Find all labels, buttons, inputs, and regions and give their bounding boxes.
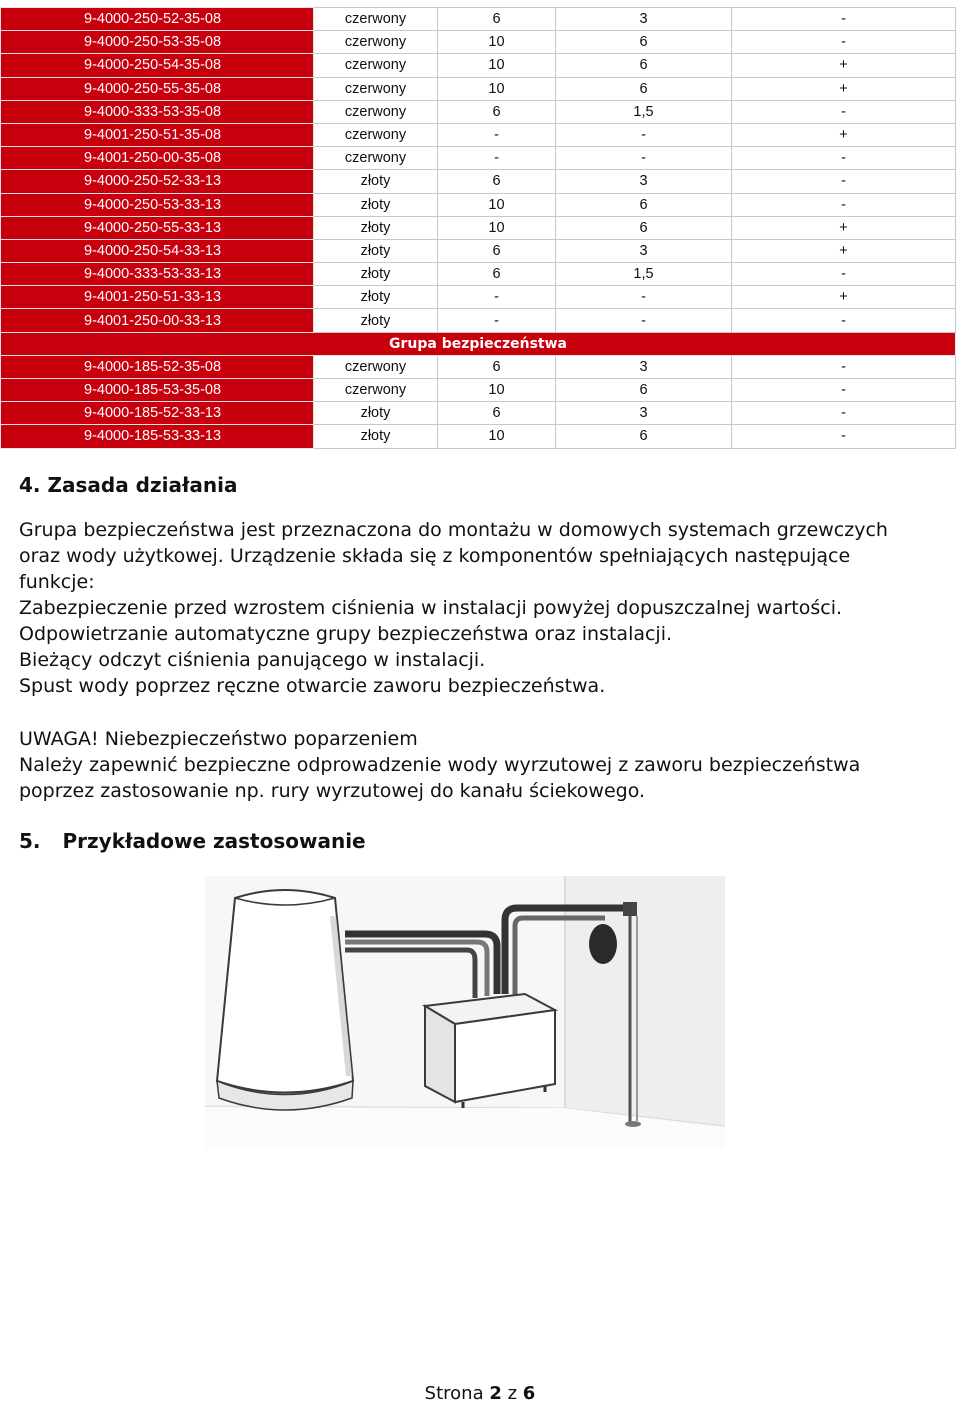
option-flag: + (732, 54, 956, 77)
table-row (1, 147, 956, 170)
value-a: 6 (438, 170, 556, 193)
product-code: 9-4000-250-52-33-13 (1, 170, 314, 193)
section-4-heading: 4. Zasada działania (19, 473, 238, 497)
warning-line-1: Należy zapewnić bezpieczne odprowadzenie wody wyrzutowej z zaworu bezpieczeństwa (19, 754, 861, 776)
color: złoty (314, 286, 438, 309)
function-item-3: Bieżący odczyt ciśnienia panującego w instalacji. (19, 649, 486, 671)
warning-line-2: poprzez zastosowanie np. rury wyrzutowej do kanału ściekowego. (19, 780, 646, 802)
option-flag: + (732, 123, 956, 146)
color: czerwony (314, 355, 438, 378)
value-b: - (556, 147, 732, 170)
footer-page: 2 (489, 1383, 502, 1404)
table-row (1, 77, 956, 100)
color: czerwony (314, 31, 438, 54)
installation-illustration (205, 876, 725, 1148)
color: czerwony (314, 123, 438, 146)
product-rows (1, 8, 956, 333)
option-flag: - (732, 263, 956, 286)
product-code: 9-4001-250-00-35-08 (1, 147, 314, 170)
value-b: - (556, 286, 732, 309)
product-code: 9-4000-250-53-35-08 (1, 31, 314, 54)
table-row (1, 402, 956, 425)
value-b: 3 (556, 170, 732, 193)
option-flag: - (732, 31, 956, 54)
section-4-para1-line2: oraz wody użytkowej. Urządzenie składa się z komponentów spełniających następujące (19, 545, 851, 567)
table-row (1, 100, 956, 123)
value-a: 10 (438, 54, 556, 77)
color: czerwony (314, 77, 438, 100)
product-code: 9-4001-250-00-33-13 (1, 309, 314, 332)
table-row (1, 193, 956, 216)
product-code: 9-4001-250-51-33-13 (1, 286, 314, 309)
product-code: 9-4000-250-54-35-08 (1, 54, 314, 77)
product-code: 9-4000-185-53-35-08 (1, 379, 314, 402)
value-b: 6 (556, 31, 732, 54)
value-b: 6 (556, 193, 732, 216)
table-row (1, 31, 956, 54)
value-a: - (438, 147, 556, 170)
value-a: 6 (438, 402, 556, 425)
color: złoty (314, 239, 438, 262)
function-item-2: Odpowietrzanie automatyczne grupy bezpieczeństwa oraz instalacji. (19, 623, 673, 645)
value-a: 10 (438, 77, 556, 100)
value-a: - (438, 123, 556, 146)
table-row (1, 8, 956, 31)
table-row (1, 309, 956, 332)
section-4-para1-line1: Grupa bezpieczeństwa jest przeznaczona do montażu w domowych systemach grzewczych (19, 519, 888, 541)
color: złoty (314, 402, 438, 425)
color: złoty (314, 309, 438, 332)
table-row (1, 54, 956, 77)
value-b: 3 (556, 239, 732, 262)
section-5-number: 5. (19, 829, 41, 853)
value-b: 1,5 (556, 100, 732, 123)
product-code: 9-4000-185-53-33-13 (1, 425, 314, 448)
table-row (1, 239, 956, 262)
color: złoty (314, 170, 438, 193)
color: złoty (314, 216, 438, 239)
color: złoty (314, 425, 438, 448)
value-b: 1,5 (556, 263, 732, 286)
product-code: 9-4000-250-54-33-13 (1, 239, 314, 262)
value-a: 10 (438, 193, 556, 216)
value-b: 6 (556, 77, 732, 100)
safety-group-rows (1, 355, 956, 448)
table-row (1, 123, 956, 146)
footer-of: z (507, 1383, 518, 1404)
footer-label: Strona (424, 1383, 484, 1404)
product-code: 9-4000-185-52-35-08 (1, 355, 314, 378)
value-a: 10 (438, 425, 556, 448)
group-header-row (1, 332, 956, 355)
value-b: 3 (556, 355, 732, 378)
value-a: 6 (438, 263, 556, 286)
color: czerwony (314, 54, 438, 77)
table-row (1, 355, 956, 378)
option-flag: + (732, 77, 956, 100)
color: czerwony (314, 8, 438, 31)
product-code: 9-4000-250-55-35-08 (1, 77, 314, 100)
value-a: 6 (438, 355, 556, 378)
table-row (1, 170, 956, 193)
value-b: - (556, 123, 732, 146)
value-a: 10 (438, 379, 556, 402)
table-row (1, 216, 956, 239)
option-flag: - (732, 309, 956, 332)
color: złoty (314, 263, 438, 286)
function-item-1: Zabezpieczenie przed wzrostem ciśnienia w instalacji powyżej dopuszczalnej wartości. (19, 597, 843, 619)
value-a: 6 (438, 100, 556, 123)
value-a: 6 (438, 8, 556, 31)
color: czerwony (314, 147, 438, 170)
option-flag: - (732, 425, 956, 448)
section-5-heading (19, 829, 366, 853)
option-flag: - (732, 402, 956, 425)
section-5-title: Przykładowe zastosowanie (62, 829, 366, 853)
value-b: 6 (556, 54, 732, 77)
value-a: 6 (438, 239, 556, 262)
footer-total: 6 (522, 1383, 536, 1404)
value-a: 10 (438, 31, 556, 54)
product-code: 9-4000-333-53-35-08 (1, 100, 314, 123)
value-a: - (438, 309, 556, 332)
option-flag: + (732, 286, 956, 309)
option-flag: - (732, 355, 956, 378)
value-b: 3 (556, 8, 732, 31)
product-code: 9-4001-250-51-35-08 (1, 123, 314, 146)
option-flag: - (732, 379, 956, 402)
option-flag: - (732, 147, 956, 170)
value-b: 6 (556, 216, 732, 239)
value-b: - (556, 309, 732, 332)
product-code: 9-4000-333-53-33-13 (1, 263, 314, 286)
table-row (1, 286, 956, 309)
option-flag: + (732, 239, 956, 262)
group-title: Grupa bezpieczeństwa (1, 332, 956, 355)
color: czerwony (314, 379, 438, 402)
color: złoty (314, 193, 438, 216)
value-b: 6 (556, 379, 732, 402)
value-b: 3 (556, 402, 732, 425)
product-table (0, 7, 956, 449)
option-flag: - (732, 193, 956, 216)
table-row (1, 263, 956, 286)
page-footer (0, 1383, 960, 1404)
section-4-para1-line3: funkcje: (19, 571, 95, 593)
product-code: 9-4000-250-52-35-08 (1, 8, 314, 31)
warning-title: UWAGA! Niebezpieczeństwo poparzeniem (19, 728, 418, 750)
value-b: 6 (556, 425, 732, 448)
option-flag: - (732, 170, 956, 193)
product-code: 9-4000-250-55-33-13 (1, 216, 314, 239)
value-a: - (438, 286, 556, 309)
product-code: 9-4000-250-53-33-13 (1, 193, 314, 216)
function-item-4: Spust wody poprzez ręczne otwarcie zaworu bezpieczeństwa. (19, 675, 606, 697)
value-a: 10 (438, 216, 556, 239)
table-row (1, 425, 956, 448)
option-flag: + (732, 216, 956, 239)
option-flag: - (732, 8, 956, 31)
table-row (1, 379, 956, 402)
color: czerwony (314, 100, 438, 123)
product-code: 9-4000-185-52-33-13 (1, 402, 314, 425)
option-flag: - (732, 100, 956, 123)
